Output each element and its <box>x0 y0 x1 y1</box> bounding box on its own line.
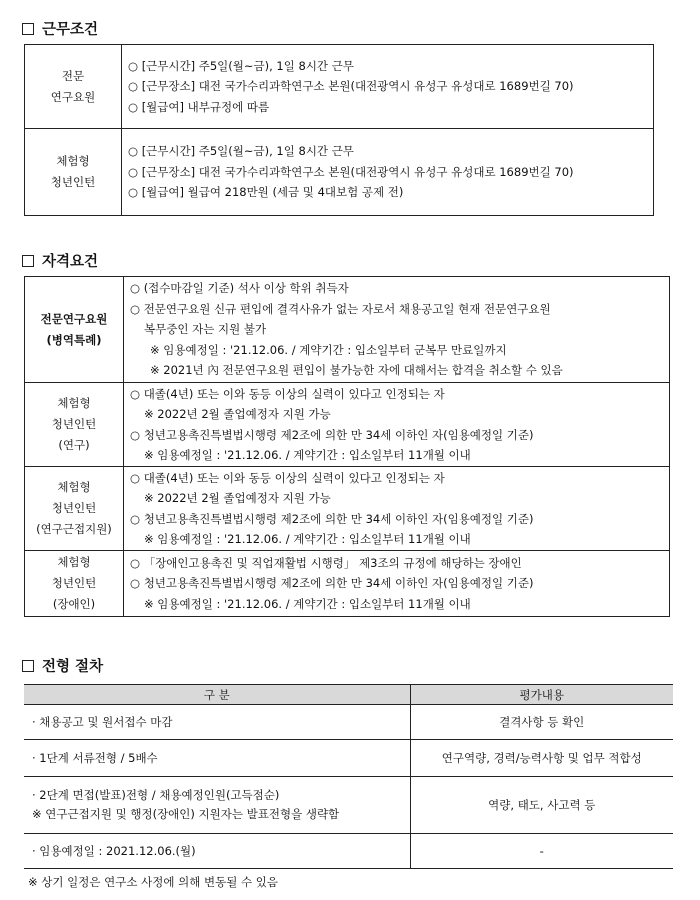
eval-cell: - <box>410 834 673 869</box>
table-row <box>24 777 673 834</box>
footnote: ※ 상기 일정은 연구소 사정에 의해 변동될 수 있음 <box>28 875 278 889</box>
row-content <box>124 467 670 551</box>
qualifications-table <box>24 276 670 617</box>
eval-cell: 역량, 태도, 사고력 등 <box>410 777 673 834</box>
row-label <box>25 129 122 216</box>
label-line: (연구근접지원) <box>36 522 112 536</box>
table-row <box>25 277 670 383</box>
qual-line: ※ 임용예정일 : '21.12.06. / 계약기간 : 입소일부터 군복무 만료일까지 <box>150 342 507 357</box>
qual-line: ※ 임용예정일 : '21.12.06. / 계약기간 : 입소일부터 11개월 이내 <box>144 448 471 462</box>
row-label <box>25 277 124 383</box>
column-header-eval: 평가내용 <box>410 685 673 705</box>
checkbox-square-icon <box>22 660 34 672</box>
qual-line: ※ 임용예정일 : '21.12.06. / 계약기간 : 입소일부터 11개월 이내 <box>144 532 471 546</box>
section-title: 전형 절차 <box>42 659 104 675</box>
stage-cell <box>24 705 410 740</box>
label-line: (장애인) <box>52 597 96 611</box>
row-content <box>124 551 670 617</box>
label-line: 전문연구요원 <box>40 311 108 326</box>
label-line: 청년인턴 <box>50 175 96 189</box>
label-line: 연구요원 <box>50 89 96 104</box>
row-content <box>124 277 670 383</box>
section-heading-work <box>22 18 98 39</box>
work-conditions-table <box>24 44 654 216</box>
condition-line: ○ [근무장소] 대전 국가수리과학연구소 본원(대전광역시 유성구 유성대로 1689번길 70) <box>128 164 574 179</box>
label-line: 청년인턴 <box>51 501 97 515</box>
stage-text: · 1단계 서류전형 / 5배수 <box>32 751 158 765</box>
row-content <box>122 129 654 216</box>
qual-line: ※ 2022년 2월 졸업예정자 지원 가능 <box>144 491 331 505</box>
section-title: 근무조건 <box>42 22 99 38</box>
condition-line: ○ [월급여] 월급여 218만원 (세금 및 4대보험 공제 전) <box>128 185 404 200</box>
column-header-stage: 구 분 <box>24 685 410 705</box>
stage-cell <box>24 740 410 777</box>
row-label <box>25 467 124 551</box>
stage-text: · 채용공고 및 원서접수 마감 <box>32 715 173 729</box>
qual-line: ○ 대졸(4년) 또는 이와 동등 이상의 실력이 있다고 인정되는 자 <box>130 386 445 401</box>
table-row <box>25 129 654 216</box>
table-row <box>25 551 670 617</box>
stage-cell <box>24 777 410 834</box>
stage-note: ※ 연구근접지원 및 행정(장애인) 지원자는 발표전형을 생략함 <box>32 807 340 821</box>
stage-cell <box>24 834 410 869</box>
qual-line: ※ 2022년 2월 졸업예정자 지원 가능 <box>144 407 331 421</box>
table-header-row <box>24 685 673 705</box>
section-heading-qual <box>22 250 98 271</box>
checkbox-square-icon <box>22 255 34 267</box>
qual-line: ○ 청년고용촉진특별법시행령 제2조에 의한 만 34세 이하인 자(임용예정일 기준) <box>130 576 534 591</box>
qual-line: ○ 대졸(4년) 또는 이와 동등 이상의 실력이 있다고 인정되는 자 <box>130 470 445 485</box>
qual-line: ○ 전문연구요원 신규 편입에 결격사유가 없는 자로서 채용공고일 현재 전문연구요원 <box>130 301 551 316</box>
process-table <box>24 684 673 869</box>
stage-text: · 2단계 면접(발표)전형 / 채용예정인원(고득점순) <box>32 788 280 802</box>
stage-text: · 임용예정일 : 2021.12.06.(월) <box>32 844 196 858</box>
row-label <box>25 551 124 617</box>
label-line: (연구) <box>58 438 90 452</box>
qual-line: ○ 청년고용촉진특별법시행령 제2조에 의한 만 34세 이하인 자(임용예정일 기준) <box>130 511 534 526</box>
eval-cell: 연구역량, 경력/능력사항 및 업무 적합성 <box>410 740 673 777</box>
table-row <box>25 383 670 467</box>
qual-line: ○ (접수마감일 기준) 석사 이상 학위 취득자 <box>130 281 349 296</box>
label-line: 청년인턴 <box>51 576 97 590</box>
checkbox-square-icon <box>22 23 34 35</box>
table-row <box>25 45 654 129</box>
qual-line: 복무중인 자는 지원 불가 <box>144 322 267 337</box>
qual-line: ※ 임용예정일 : '21.12.06. / 계약기간 : 입소일부터 11개월 이내 <box>144 596 471 611</box>
row-content <box>124 383 670 467</box>
qual-line: ○ 「장애인고용촉진 및 직업재활법 시행령」 제3조의 규정에 해당하는 장애인 <box>130 555 522 570</box>
qual-line: ○ 청년고용촉진특별법시행령 제2조에 의한 만 34세 이하인 자(임용예정일 기준) <box>130 427 534 442</box>
table-row <box>25 467 670 551</box>
condition-line: ○ [근무시간] 주5일(월~금), 1일 8시간 근무 <box>128 144 354 159</box>
label-line: (병역특례) <box>46 332 102 347</box>
label-line: 청년인턴 <box>51 417 97 431</box>
label-line: 체험형 <box>57 555 91 569</box>
qual-line: ※ 2021년 內 전문연구요원 편입이 불가능한 자에 대해서는 합격을 취소할 수 있음 <box>150 363 563 378</box>
section-title: 자격요건 <box>42 254 99 270</box>
eval-cell: 결격사항 등 확인 <box>410 705 673 740</box>
condition-line: ○ [근무시간] 주5일(월~금), 1일 8시간 근무 <box>128 58 354 73</box>
label-line: 체험형 <box>57 480 91 494</box>
section-heading-process <box>22 655 103 676</box>
row-content <box>122 45 654 129</box>
condition-line: ○ [근무장소] 대전 국가수리과학연구소 본원(대전광역시 유성구 유성대로 1689번길 70) <box>128 79 574 94</box>
table-row <box>24 834 673 869</box>
label-line: 체험형 <box>56 154 90 168</box>
row-label <box>25 383 124 467</box>
label-line: 체험형 <box>57 396 91 410</box>
condition-line: ○ [월급여] 내부규정에 따름 <box>128 99 270 114</box>
table-row <box>24 705 673 740</box>
table-row <box>24 740 673 777</box>
row-label <box>25 45 122 129</box>
label-line: 전문 <box>61 68 85 83</box>
